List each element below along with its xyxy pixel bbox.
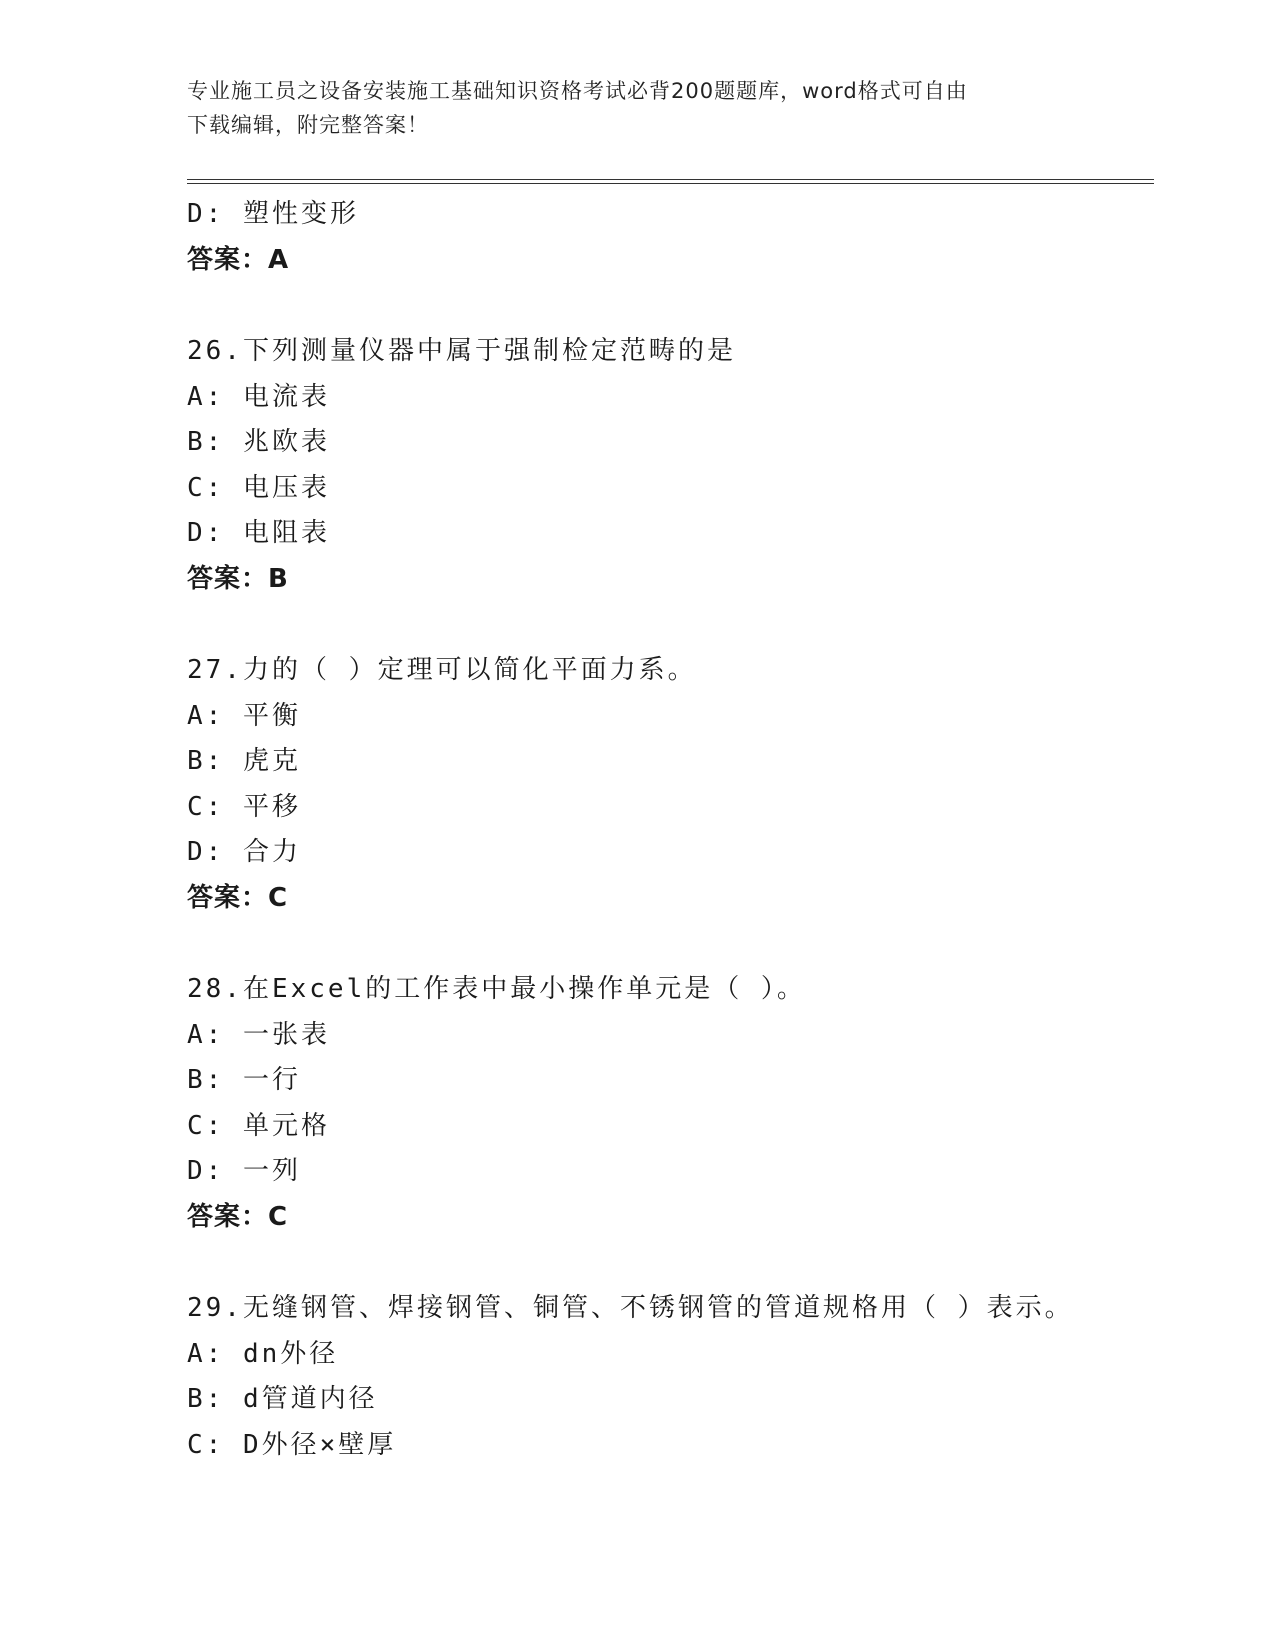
question-29 [187,1286,1147,1468]
question-26 [187,329,1147,602]
question-28 [187,967,1147,1240]
option-b: B: 兆欧表 [187,427,330,457]
option-a: A: 一张表 [187,1019,330,1050]
question-title: 29.无缝钢管、焊接钢管、铜管、不锈钢管的管道规格用（ ）表示。 [187,1293,1074,1323]
option-a: A: dn外径 [187,1338,339,1369]
option-d: D: 塑性变形 [187,199,359,229]
question-title: 27.力的（ ）定理可以简化平面力系。 [187,655,697,685]
option-d: D: 一列 [187,1156,301,1186]
option-c: C: 电压表 [187,472,330,503]
option-c: C: 单元格 [187,1110,330,1141]
option-d: D: 合力 [187,837,301,867]
option-b: B: 一行 [187,1065,301,1095]
option-b: B: d管道内径 [187,1384,378,1414]
header-divider [187,179,1154,184]
header-line-2: 下载编辑，附完整答案！ [187,113,429,137]
option-c: C: 平移 [187,791,301,822]
option-d: D: 电阻表 [187,518,330,548]
question-title: 26.下列测量仪器中属于强制检定范畴的是 [187,336,736,366]
option-c: C: D外径×壁厚 [187,1429,397,1460]
option-a: A: 平衡 [187,700,301,731]
question-27 [187,648,1147,921]
answer: 答案：A [187,244,290,275]
option-b: B: 虎克 [187,746,301,776]
document-header [187,74,1087,142]
question-title: 28.在Excel的工作表中最小操作单元是（ ）。 [187,974,806,1004]
question-list [187,192,1147,1468]
option-a: A: 电流表 [187,381,330,412]
answer: 答案：C [187,882,289,913]
answer: 答案：B [187,563,289,594]
header-line-1: 专业施工员之设备安装施工基础知识资格考试必背200题题库，word格式可自由 [187,79,968,103]
answer: 答案：C [187,1201,289,1232]
